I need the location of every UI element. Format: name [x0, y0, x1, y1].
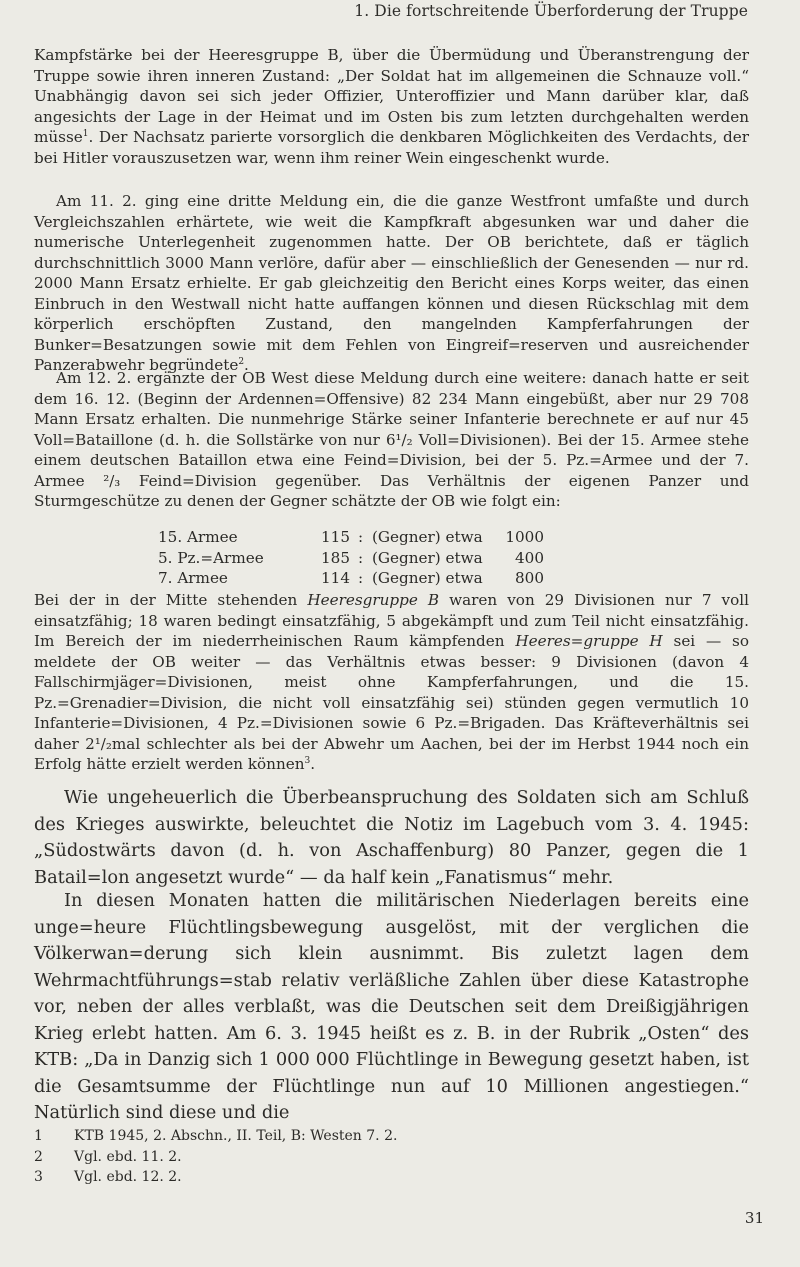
paragraph-text: Am 11. 2. ging eine dritte Meldung ein, die die ganze Westfront umfaßte und durch Vergleichszahlen erhärtete, wie weit die Kampfkraft abgesunken war und daher die numerische Unterlegenheit zugenommen hatte. Der OB berichtete, daß er täglich durchschnittlich 3000 Mann verlöre, dafür aber — einschließlich der Genesenden — nur rd. 2000 Mann Ersatz erhielte. Er gab gleichzeitig den Bericht eines Korps weiter, das einen Einbruch in den Westwall nicht hatte auffangen können und diesen Rückschlag mit dem körperlich erschöpften Zustand, den mangelnden Kampferfahrungen der Bunker=Besatzungen sowie mit dem Fehlen von Eingreif=reserven und ausreichender Panzerabwehr begründete: [34, 192, 749, 374]
enemy-tanks: 1000: [505, 528, 544, 546]
paragraph-text: . Der Nachsatz parierte vorsorglich die denkbaren Möglichkeiten des Verdachts, der bei Hitler vorauszusetzen war, wenn ihm reiner Wein eingeschenkt wurde.: [34, 128, 749, 167]
paragraph-text: Voll=Divisionen). Bei der 15. Armee stehe einem deutschen Bataillon etwa eine Feind=Division, bei der 5. Pz.=Armee und der 7. Armee: [34, 430, 749, 490]
footnotes: [34, 1126, 534, 1188]
paragraph-text: In diesen Monaten hatten die militärischen Niederlagen bereits eine unge=heure Flüchtlingsbewegung ausgelöst, mit der verglichen die Völkerwan=derung sich klein ausnimmt. Bis zuletzt lagen dem Wehrmachtführungs=stab relativ verläßliche Zahlen über diese Katastrophe vor, neben der alles verblaßt, was die Deutschen seit dem Dreißigjährigen Krieg erlebt hatten. Am 6. 3. 1945 heißt es z. B. in der Rubrik „Osten“ des KTB: „Da in Danzig sich 1 000 000 Flüchtlinge in Bewegung gesetzt haben, ist die Gesamtsumme der Flüchtlinge nun auf 10 Millionen angestiegen.“ Natürlich sind diese und die: [34, 890, 749, 1123]
paragraph-text: waren von 29 Divisionen nur 7 voll einsatzfähig; 18 waren bedingt einsatzfähig, 5 abgekämpft und zum Teil nicht einsatzfähig. Im Bereich der im niederrheinischen Raum kämpfenden: [34, 591, 749, 650]
footnote-ref[interactable]: 2: [238, 357, 245, 367]
paragraph-2: [34, 191, 749, 376]
footnote-ref[interactable]: 1: [82, 129, 89, 139]
footnote-text: Vgl. ebd. 12. 2.: [74, 1169, 182, 1185]
paragraph-text: .: [310, 755, 316, 773]
page-number: 31: [744, 1209, 764, 1227]
paragraph-4: [34, 590, 749, 775]
paragraph-text: Feind=Division gegenüber. Das Verhältnis der eigenen Panzer und Sturmgeschütze zu denen der Gegner schätzte der OB wie folgt ein:: [34, 471, 749, 510]
paragraph-5: [34, 785, 749, 891]
enemy-label: (Gegner) etwa: [372, 569, 483, 587]
footnote: [34, 1167, 534, 1188]
footnote-text: Vgl. ebd. 11. 2.: [74, 1148, 182, 1165]
running-title: 1. Die fortschreitende Überforderung der Truppe: [354, 2, 748, 20]
army-group-name: Heeres=gruppe H: [515, 632, 663, 650]
paragraph-text: sei — so meldete der OB weiter — das Verhältnis etwas besser: 9 Divisionen (davon 4 Fallschirmjäger=Divisionen, meist ohne Kampferfahrungen, und die 15. Pz.=Grenadier=Division, die nicht voll einsatzfähig sei) stünden gegen vermutlich 10 Infanterie=Divisionen, 4 Pz.=Divisionen sowie 6 Pz.=Brigaden. Das Kräfteverhältnis sei daher: [34, 632, 749, 753]
footnote-ref[interactable]: 3: [304, 756, 311, 766]
footnote: [34, 1147, 534, 1168]
ratio-separator: :: [358, 569, 364, 587]
army-name: 7. Armee: [158, 569, 228, 587]
army-name: 5. Pz.=Armee: [158, 548, 264, 567]
enemy-label: (Gegner) etwa: [372, 548, 483, 567]
army-name: 15. Armee: [158, 528, 238, 546]
paragraph-text: mal schlechter als bei der Abwehr um Aachen, bei der im Herbst 1944 noch ein Erfolg hätte erzielt werden können: [34, 734, 750, 773]
footnote-number: 2: [34, 1148, 43, 1165]
paragraph-3: [34, 368, 749, 512]
ratio-separator: :: [358, 528, 364, 546]
paragraph-text: Bei der in der Mitte stehenden: [34, 591, 308, 609]
own-tanks: 115: [321, 528, 350, 546]
strength-comparison-table: [158, 527, 544, 589]
table-row: [158, 527, 544, 548]
footnote-number: 1: [34, 1128, 43, 1144]
paragraph-6: [34, 888, 749, 1127]
enemy-tanks: 400: [515, 548, 544, 567]
army-group-name: Heeresgruppe B: [307, 591, 440, 609]
paragraph-text: Kampfstärke bei der Heeresgruppe B, über die Übermüdung und Überanstrengung der Truppe sowie ihren inneren Zustand: „Der Soldat hat im allgemeinen die Schnauze voll.“ Unabhängig davon sei sich jeder Offizier, Unteroffizier und Mann darüber klar, daß angesichts der Lage in der Heimat und im Osten bis zum letzten durchgehalten werden müsse: [34, 46, 749, 146]
own-tanks: 185: [321, 548, 350, 567]
own-tanks: 114: [321, 569, 350, 587]
table-row: [158, 568, 544, 589]
footnote-number: 3: [34, 1169, 43, 1185]
footnote: [34, 1126, 534, 1147]
enemy-label: (Gegner) etwa: [372, 528, 483, 546]
table-row: [158, 548, 544, 569]
ratio-separator: :: [358, 548, 364, 567]
enemy-tanks: 800: [515, 569, 544, 587]
paragraph-text: Am 12. 2. ergänzte der OB West diese Meldung durch eine weitere: danach hatte er seit dem 16. 12. (Beginn der Ardennen=Offensive) 82 234 Mann eingebüßt, aber nur 29 708 Mann Ersatz erhalten. Die nunmehrige Stärke seiner Infanterie berechnete er auf nur 45 Voll=Bataillone (d. h. die Sollstärke von nur: [34, 369, 749, 449]
fraction: 6¹/₂: [385, 430, 413, 449]
paragraph-text: Wie ungeheuerlich die Überbeanspruchung des Soldaten sich am Schluß des Krieges auswirkte, beleuchtet die Notiz im Lagebuch vom 3. 4. 1945: „Südostwärts davon (d. h. von Aschaffenburg) 80 Panzer, gegen die 1 Batail=lon angesetzt wurde“ — da half kein „Fanatismus“ mehr.: [34, 787, 749, 888]
fraction: 2¹/₂: [85, 734, 112, 753]
footnote-text: KTB 1945, 2. Abschn., II. Teil, B: Westen 7. 2.: [74, 1128, 398, 1144]
paragraph-1: [34, 45, 749, 168]
fraction: ²/₃: [103, 471, 121, 490]
paragraph-text: .: [244, 356, 249, 374]
